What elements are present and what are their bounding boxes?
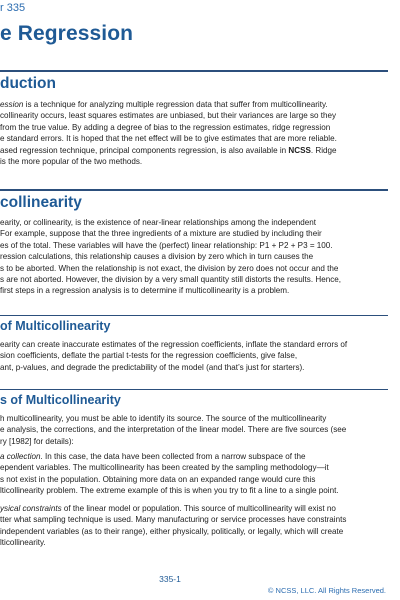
heading-multicollinearity: collinearity <box>0 194 82 211</box>
subsection-rule <box>0 315 388 316</box>
text-run: . In this case, the data have been collected from a narrow subspace of the <box>40 452 306 461</box>
italic-text: ysical constraints <box>0 504 62 513</box>
italic-text: ession <box>0 100 24 109</box>
subsection-rule <box>0 389 388 390</box>
text-line <box>0 251 392 262</box>
text-run: For example, suppose that the three ingredients of a mixture are studied by including their <box>0 229 322 239</box>
text-run: earity can create inaccurate estimates of the regression coefficients, inflate the standard errors of <box>0 340 348 349</box>
text-run: lticollinearity problem. The extreme example of this is when you try to fit a line to a single point. <box>0 486 339 496</box>
text-run: is a technique for analyzing multiple regression data that suffer from multicollinearity. <box>23 100 328 109</box>
text-line <box>0 537 392 548</box>
text-line <box>0 503 392 514</box>
text-run: ependent variables. The multicollinearity has been created by the sampling methodology—it <box>0 463 329 473</box>
text-run: s are not aborted. However, the division by a very small quantity still distorts the results. Hence, <box>0 275 341 285</box>
text-run: lticollinearity. <box>0 538 46 548</box>
text-run: es of the total. These variables will have the (perfect) linear relationship: P1 + P2 + P3 = 100. <box>0 240 333 250</box>
text-line <box>0 436 392 447</box>
bold-text: NCSS <box>288 145 311 155</box>
section-rule <box>0 189 388 191</box>
text-run: e standard errors. It is hoped that the net effect will be to give estimates that are more reliable. <box>0 134 337 144</box>
text-run: s not exist in the population. Obtaining more data on an expanded range would cure this <box>0 474 316 484</box>
text-run: first steps in a regression analysis is to determine if multicollinearity is a problem. <box>0 286 290 296</box>
text-run: ased regression technique, principal components regression, is also available in <box>0 145 289 155</box>
text-line <box>0 451 392 462</box>
text-run: is the more popular of the two methods. <box>0 157 143 167</box>
paragraph-introduction <box>0 99 392 167</box>
paragraph-multicollinearity <box>0 217 392 297</box>
page-number: 335-1 <box>159 574 181 584</box>
text-run: ant, p-values, and degrade the predictability of the model (and that’s just for starters). <box>0 362 305 372</box>
text-line <box>0 285 392 296</box>
text-line <box>0 413 392 424</box>
text-run: tter what sampling technique is used. Many manufacturing or service processes have constraints <box>0 515 347 525</box>
text-line <box>0 274 392 285</box>
paragraph-effects <box>0 339 392 373</box>
text-line <box>0 339 392 350</box>
text-line <box>0 474 392 485</box>
list-item-physical-constraints <box>0 503 392 549</box>
text-run: sion coefficients, deflate the partial t-tests for the regression coefficients, give false, <box>0 351 298 361</box>
text-line <box>0 228 392 239</box>
italic-text: a collection <box>0 452 41 461</box>
text-run: earity, or collinearity, is the existence of near-linear relationships among the independent <box>0 218 316 227</box>
text-line <box>0 110 392 121</box>
text-run: h multicollinearity, you must be able to identify its source. The source of the multicollinearity <box>0 414 327 423</box>
heading-introduction: duction <box>0 75 56 92</box>
list-item-data-collection <box>0 451 392 497</box>
text-run: s to be aborted. When the relationship is not exact, the division by zero does not occur and the <box>0 263 339 273</box>
text-line <box>0 122 392 133</box>
text-run: from the true value. By adding a degree of bias to the regression estimates, ridge regression <box>0 122 331 132</box>
document-title: e Regression <box>0 22 134 45</box>
text-line <box>0 99 392 110</box>
text-line <box>0 133 392 144</box>
text-run: ry [1982] for details): <box>0 436 74 446</box>
text-line <box>0 263 392 274</box>
text-run: ression calculations, this relationship causes a division by zero which in turn causes the <box>0 252 314 262</box>
text-run: . Ridge <box>310 145 337 155</box>
text-line <box>0 526 392 537</box>
paragraph-sources-intro <box>0 413 392 447</box>
text-run: of the linear model or population. This source of multicollinearity will exist no <box>61 504 336 513</box>
heading-sources: s of Multicollinearity <box>0 393 121 407</box>
text-run: independent variables (as to their range), either physically, politically, or legally, which will create <box>0 526 344 536</box>
text-line <box>0 217 392 228</box>
text-line <box>0 362 392 373</box>
text-line <box>0 462 392 473</box>
text-line <box>0 350 392 361</box>
chapter-label: r 335 <box>0 2 26 14</box>
text-run: collinearity occurs, least squares estimates are unbiased, but their variances are large so they <box>0 111 337 121</box>
copyright-notice: © NCSS, LLC. All Rights Reserved. <box>267 586 386 595</box>
text-line <box>0 514 392 525</box>
text-line <box>0 156 392 167</box>
text-line <box>0 485 392 496</box>
heading-effects: of Multicollinearity <box>0 319 111 333</box>
text-line <box>0 424 392 435</box>
text-line <box>0 145 392 156</box>
text-line <box>0 240 392 251</box>
text-run: e analysis, the corrections, and the interpretation of the linear model. There are five sources (see <box>0 425 347 435</box>
section-rule <box>0 70 388 72</box>
